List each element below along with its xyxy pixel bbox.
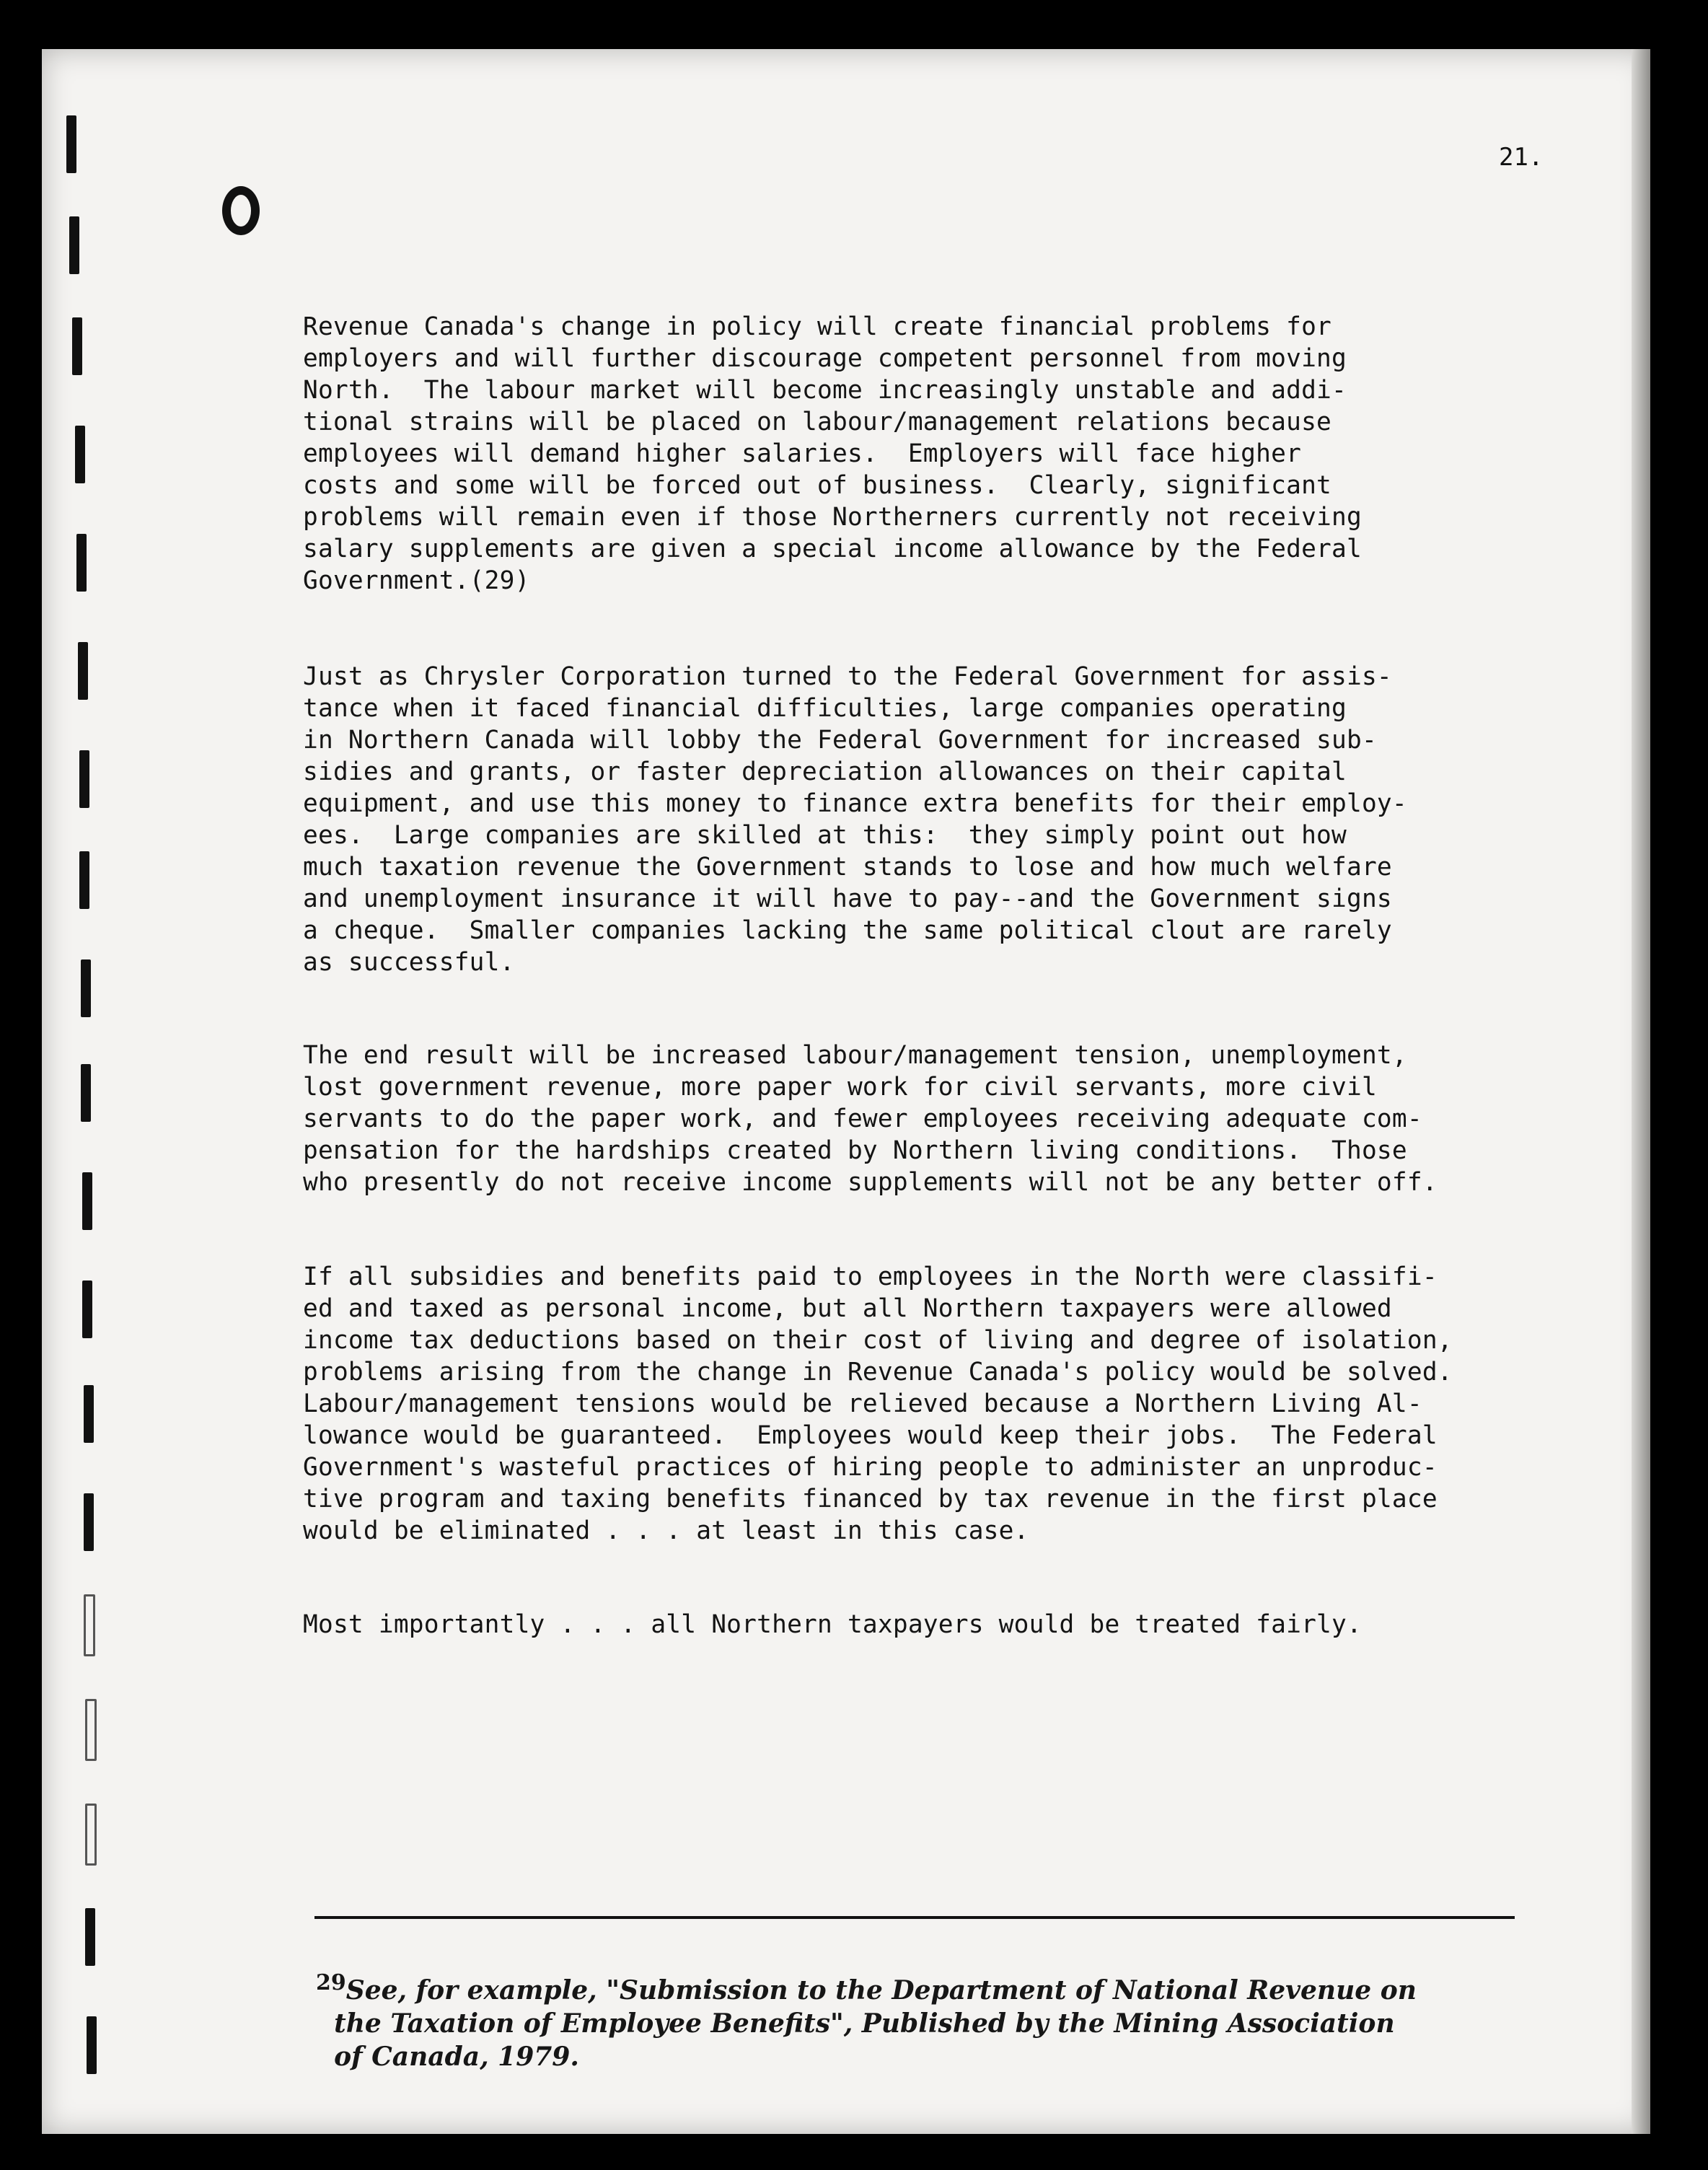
binding-hole [79,750,89,808]
punch-hole-mark [222,186,260,235]
binding-hole [69,216,79,274]
footnote-number: 29 [316,1970,346,1995]
binding-hole [82,1172,92,1230]
text-line: tive program and taxing benefits financed by tax revenue in the first place [303,1485,1438,1514]
page-edge [1632,49,1650,2134]
text-line: problems arising from the change in Revenue Canada's policy would be solved. [303,1358,1453,1387]
text-line: employees will demand higher salaries. Employers will face higher [303,439,1302,468]
text-line: lost government revenue, more paper work for civil servants, more civil [303,1073,1377,1102]
footnote-divider [314,1916,1515,1919]
binding-hole [84,1385,94,1443]
text-line: as successful. [303,948,515,977]
paragraph-chrysler-comparison [303,661,1522,978]
text-line: Revenue Canada's change in policy will create financial problems for [303,312,1332,341]
binding-hole [79,851,89,909]
text-line: pensation for the hardships created by Northern living conditions. Those [303,1136,1407,1165]
text-line: North. The labour market will become increasingly unstable and addi- [303,376,1347,405]
page-number: 21. [1499,143,1544,172]
text-line: in Northern Canada will lobby the Federal Government for increased sub- [303,726,1377,755]
text-line: income tax deductions based on their cost of living and degree of isolation, [303,1326,1453,1355]
text-line: If all subsidies and benefits paid to employees in the North were classifi- [303,1262,1438,1291]
footnote-line: the Taxation of Employee Benefits", Published by the Mining Association [334,2008,1395,2039]
text-line: a cheque. Smaller companies lacking the same political clout are rarely [303,916,1392,945]
text-line: Government.(29) [303,566,530,595]
text-line: would be eliminated . . . at least in this case. [303,1516,1029,1545]
text-line: The end result will be increased labour/management tension, unemployment, [303,1041,1407,1070]
text-line: Government's wasteful practices of hiring people to administer an unproduc- [303,1453,1438,1482]
binding-hole [81,959,91,1017]
paragraph-conclusion [303,1609,1522,1640]
text-line: Most importantly . . . all Northern taxpayers would be treated fairly. [303,1610,1362,1639]
binding-hole [85,1908,95,1966]
binding-hole [82,1281,92,1338]
binding-hole [87,2016,97,2074]
binding-hole [85,1804,97,1866]
binding-hole [72,317,82,375]
text-line: employers and will further discourage competent personnel from moving [303,344,1347,373]
text-line: ed and taxed as personal income, but all Northern taxpayers were allowed [303,1294,1392,1323]
binding-hole [81,1064,91,1122]
paragraph-revenue-canada-policy [303,311,1522,597]
text-line: much taxation revenue the Government stands to lose and how much welfare [303,853,1392,882]
text-line: salary supplements are given a special income allowance by the Federal [303,535,1362,563]
text-line: tance when it faced financial difficulties, large companies operating [303,694,1347,723]
text-line: sidies and grants, or faster depreciation allowances on their capital [303,757,1347,786]
text-line: equipment, and use this money to finance extra benefits for their employ- [303,789,1407,818]
text-line: lowance would be guaranteed. Employees would keep their jobs. The Federal [303,1421,1438,1450]
binding-hole [84,1493,94,1551]
text-line: problems will remain even if those Northerners currently not receiving [303,503,1362,532]
paragraph-subsidies-proposal [303,1261,1522,1547]
paragraph-end-result [303,1040,1522,1198]
binding-hole [66,115,76,173]
binding-hole [84,1594,95,1656]
binding-hole [76,534,87,592]
footnote-line: See, for example, "Submission to the Department of National Revenue on [345,1975,1417,2006]
text-line: Just as Chrysler Corporation turned to the Federal Government for assis- [303,662,1392,691]
binding-hole [78,642,88,700]
document-page [42,49,1650,2134]
text-line: costs and some will be forced out of business. Clearly, significant [303,471,1332,500]
binding-hole [75,426,85,483]
text-line: Labour/management tensions would be relieved because a Northern Living Al- [303,1389,1422,1418]
text-line: tional strains will be placed on labour/management relations because [303,408,1332,436]
binding-hole [85,1699,97,1761]
text-line: who presently do not receive income supplements will not be any better off. [303,1168,1438,1197]
text-line: and unemployment insurance it will have to pay--and the Government signs [303,884,1392,913]
footnote [316,1970,1520,2073]
text-line: servants to do the paper work, and fewer employees receiving adequate com- [303,1104,1422,1133]
footnote-line: of Canada, 1979. [334,2042,579,2072]
text-line: ees. Large companies are skilled at this: they simply point out how [303,821,1347,850]
